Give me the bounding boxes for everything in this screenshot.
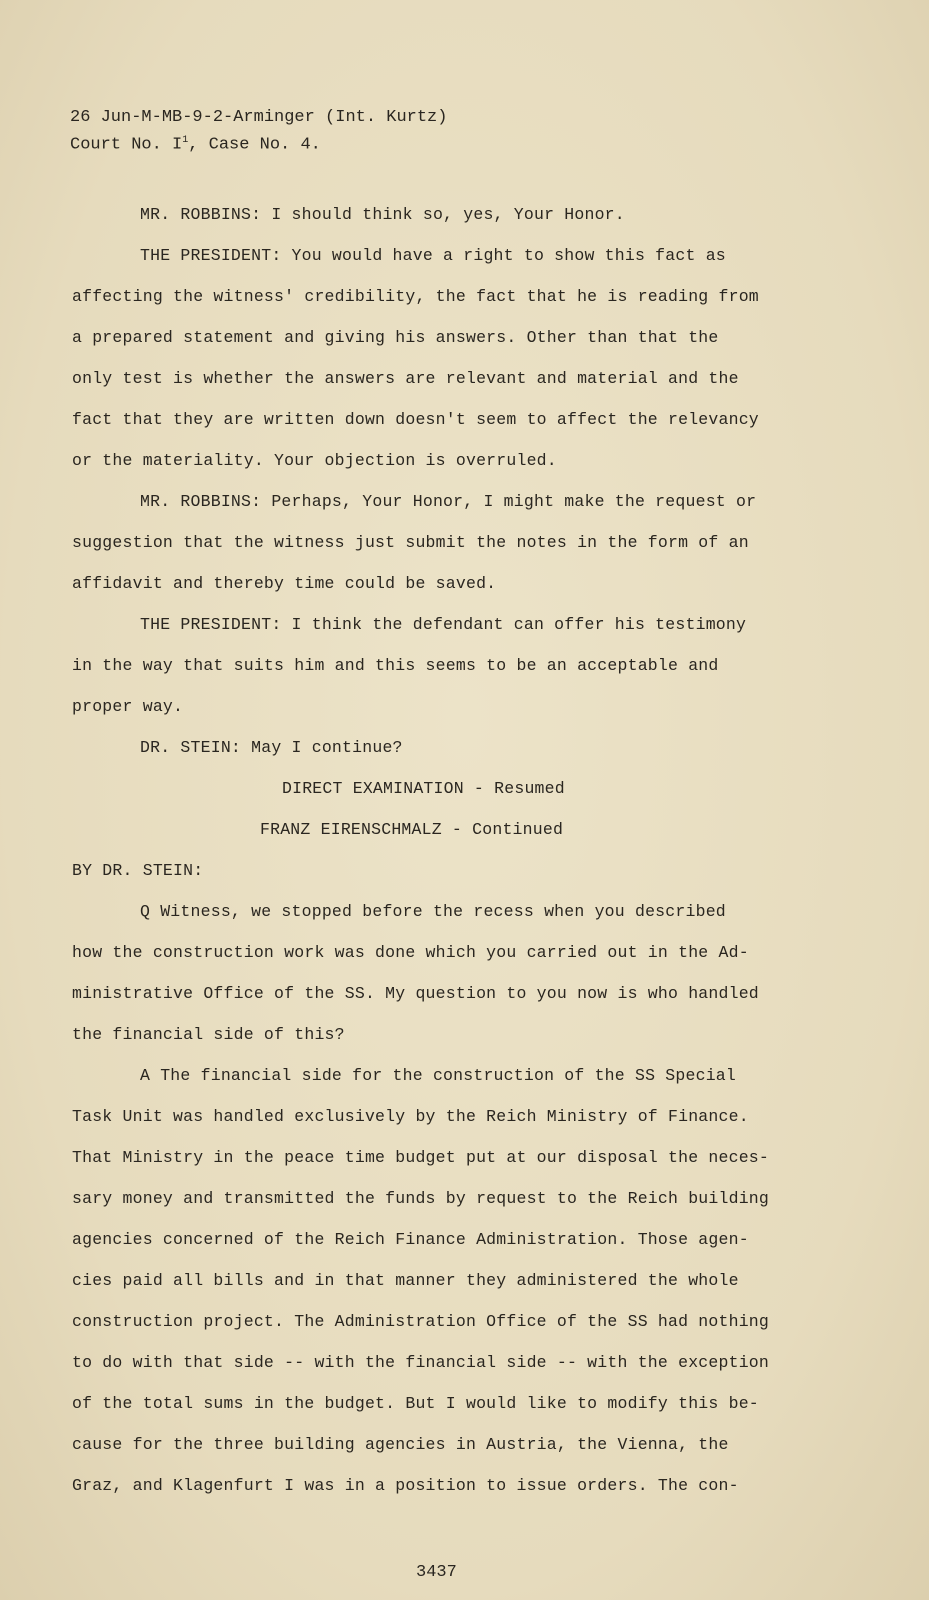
- transcript-line: of the total sums in the budget. But I would like to modify this be-: [72, 1394, 759, 1413]
- header-reference: 26 Jun-M-MB-9-2-Arminger (Int. Kurtz): [70, 108, 448, 127]
- transcript-line: how the construction work was done which you carried out in the Ad-: [72, 943, 749, 962]
- transcript-line: Task Unit was handled exclusively by the Reich Ministry of Finance.: [72, 1107, 749, 1126]
- transcript-line: That Ministry in the peace time budget put at our disposal the neces-: [72, 1148, 770, 1167]
- transcript-line: only test is whether the answers are relevant and material and the: [72, 369, 739, 388]
- transcript-line: suggestion that the witness just submit the notes in the form of an: [72, 533, 749, 552]
- transcript-line: proper way.: [72, 697, 184, 716]
- transcript-line: MR. ROBBINS: Perhaps, Your Honor, I might make the request or: [140, 492, 757, 511]
- page-number: 3437: [416, 1563, 457, 1582]
- transcript-line: or the materiality. Your objection is overruled.: [72, 451, 557, 470]
- transcript-line: construction project. The Administration Office of the SS had nothing: [72, 1312, 770, 1331]
- page-header: [70, 106, 447, 157]
- transcript-line: in the way that suits him and this seems to be an acceptable and: [72, 656, 719, 675]
- transcript-line: Q Witness, we stopped before the recess when you described: [140, 902, 726, 921]
- transcript-line: BY DR. STEIN:: [72, 861, 204, 880]
- transcript-line: A The financial side for the construction of the SS Special: [140, 1066, 736, 1085]
- transcript-line: ministrative Office of the SS. My question to you now is who handled: [72, 984, 759, 1003]
- section-heading: DIRECT EXAMINATION - Resumed: [282, 779, 565, 798]
- transcript-line: DR. STEIN: May I continue?: [140, 738, 403, 757]
- transcript-line: cies paid all bills and in that manner they administered the whole: [72, 1271, 739, 1290]
- transcript-line: affidavit and thereby time could be saved.: [72, 574, 497, 593]
- transcript-line: affecting the witness' credibility, the fact that he is reading from: [72, 287, 759, 306]
- transcript-line: to do with that side -- with the financial side -- with the exception: [72, 1353, 770, 1372]
- header-court-case: Court No. $I^1$, Case No. 4.: [70, 135, 321, 155]
- transcript-line: agencies concerned of the Reich Finance Administration. Those agen-: [72, 1230, 749, 1249]
- transcript-line: sary money and transmitted the funds by request to the Reich building: [72, 1189, 770, 1208]
- transcript-line: cause for the three building agencies in Austria, the Vienna, the: [72, 1435, 729, 1454]
- transcript-line: the financial side of this?: [72, 1025, 345, 1044]
- transcript-line: MR. ROBBINS: I should think so, yes, Your Honor.: [140, 205, 625, 224]
- transcript-line: a prepared statement and giving his answers. Other than that the: [72, 328, 719, 347]
- transcript-line: THE PRESIDENT: I think the defendant can offer his testimony: [140, 615, 747, 634]
- transcript-line: THE PRESIDENT: You would have a right to show this fact as: [140, 246, 726, 265]
- transcript-line: fact that they are written down doesn't seem to affect the relevancy: [72, 410, 759, 429]
- section-heading: FRANZ EIRENSCHMALZ - Continued: [260, 820, 564, 839]
- transcript-line: Graz, and Klagenfurt I was in a position to issue orders. The con-: [72, 1476, 739, 1495]
